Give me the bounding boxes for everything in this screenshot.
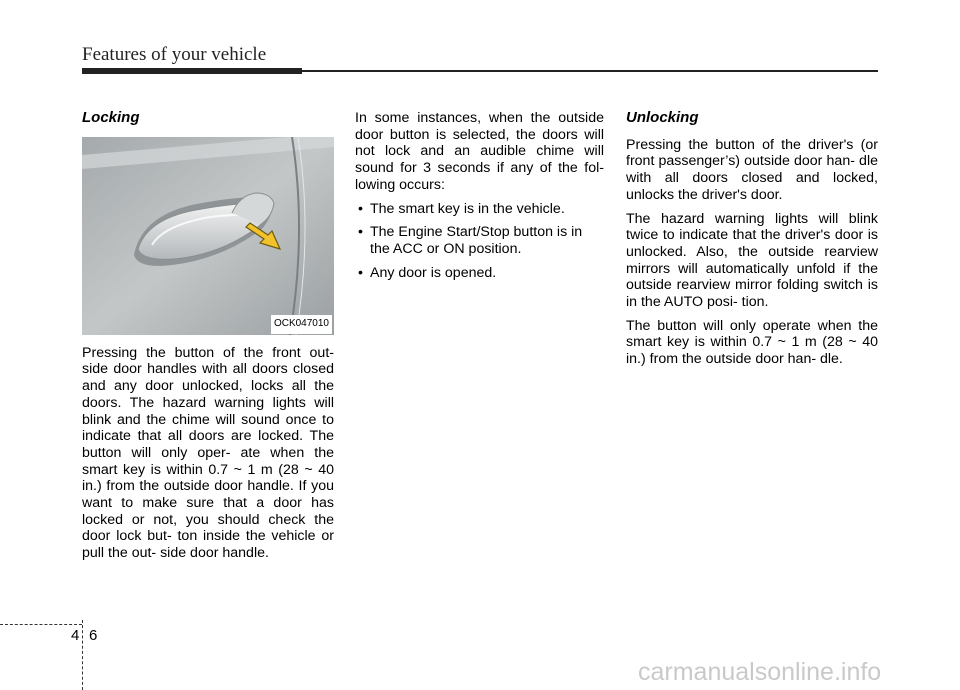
figure-label: OCK047010	[271, 315, 332, 334]
locking-column	[82, 110, 334, 569]
header-bar	[82, 68, 302, 74]
list-item: • The Engine Start/Stop button is in the ACC or ON position.	[355, 224, 604, 257]
locking-body: Pressing the button of the front out- side door handles with all doors closed and any door unlocked, locks all the doors. The hazard warning lights will blink and the chime will sound once to indicate that all doors are locked. The button will only oper- ate when the smart key is within 0.7 ~ 1 m (28 ~ 40 in.) from the outside door handle. If you want to make sure that a door has locked or not, you should check the door lock but- ton inside the vehicle or pull the out- side door handle.	[82, 344, 334, 562]
unlocking-paragraph: The button will only operate when the smart key is within 0.7 ~ 1 m (28 ~ 40 in.) from the outside door han- dle.	[626, 317, 878, 368]
locking-heading: Locking	[82, 109, 140, 126]
middle-intro: In some instances, when the outside door button is selected, the doors will not lock and an audible chime will sound for 3 seconds if any of the fol- lowing occurs:	[355, 110, 604, 193]
page-number: 6	[89, 627, 98, 644]
footer-rule	[0, 624, 82, 625]
list-item: • The smart key is in the vehicle.	[355, 201, 604, 218]
door-handle-figure	[82, 137, 334, 335]
footer-divider	[82, 620, 83, 690]
list-item: • Any door is opened.	[355, 265, 604, 282]
page-header-title: Features of your vehicle	[82, 44, 267, 65]
condition-list	[355, 201, 604, 282]
unlocking-paragraph: The hazard warning lights will blink twice to indicate that the driver's door is unlocked. Also, the outside rearview mirrors will automatically unfold if the outside rearview mirror folding switch is in the AUTO posi- tion.	[626, 210, 878, 311]
section-number: 4	[71, 627, 80, 644]
watermark: carmanualsonline.info	[638, 658, 882, 686]
unlocking-heading: Unlocking	[626, 109, 699, 126]
unlocking-column	[626, 110, 878, 375]
header-rule	[300, 70, 878, 72]
middle-column	[355, 110, 604, 288]
door-handle-illustration	[82, 137, 334, 335]
unlocking-paragraph: Pressing the button of the driver's (or front passenger’s) outside door han- dle with all doors closed and locked, unlocks the driver's door.	[626, 136, 878, 203]
